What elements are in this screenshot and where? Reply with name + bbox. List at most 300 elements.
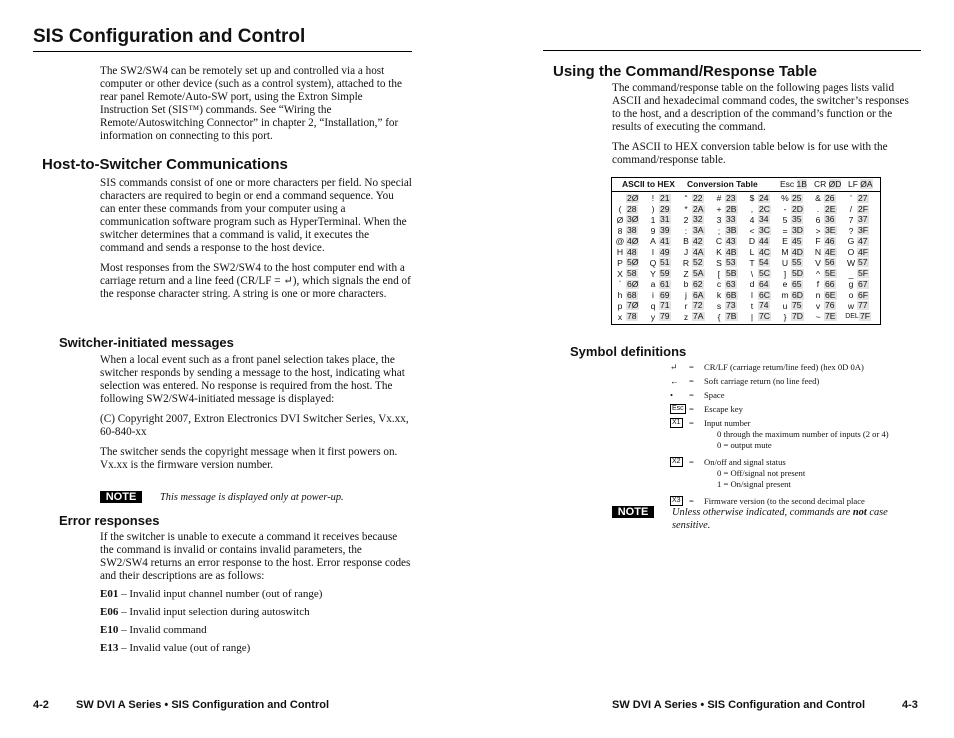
note-text: Unless otherwise indicated, commands are not case sensitive. <box>672 507 888 531</box>
ascii-hex: 5A <box>693 268 704 279</box>
ascii-cell <box>647 215 680 226</box>
ascii-hex: 3B <box>726 225 737 236</box>
ascii-char: { <box>717 311 721 322</box>
ascii-char: = <box>782 225 788 236</box>
ascii-hex: 4Ø <box>627 235 639 246</box>
note-badge: NOTE <box>100 491 142 503</box>
switcher-heading: Switcher-initiated messages <box>59 335 234 350</box>
ascii-char: d <box>749 279 755 290</box>
symbol-description: On/off and signal status <box>704 457 786 467</box>
ascii-hex: 36 <box>825 214 835 225</box>
ascii-hex: 6B <box>726 289 737 300</box>
ascii-cell <box>779 247 812 258</box>
ascii-cell <box>647 311 680 322</box>
ascii-hex: 6Ø <box>627 278 639 289</box>
ascii-char: G <box>847 236 855 247</box>
ascii-char <box>614 193 626 203</box>
switcher-paragraph-2: (C) Copyright 2007, Extron Electronics DVI Switcher Series, Vx.xx, 60-840-xx <box>100 413 409 438</box>
ascii-cell <box>614 215 647 226</box>
ascii-hex: 3C <box>759 225 770 236</box>
host-paragraph-2: Most responses from the SW2/SW4 to the host computer end with a carriage return and a line feed (CR/LF = ↵), which signals the end of the response character string. A string is one or more characters. <box>100 262 411 300</box>
error-heading: Error responses <box>59 513 160 528</box>
ascii-char: l <box>751 290 753 301</box>
note-text: This message is displayed only at power-up. <box>160 492 344 503</box>
ascii-cell <box>680 258 713 269</box>
ascii-hex: 66 <box>825 278 835 289</box>
ascii-char: & <box>815 193 821 204</box>
symbol-subline: 0 = Off/signal not present <box>717 468 806 478</box>
ascii-char: C <box>715 236 723 247</box>
ascii-char: I <box>651 247 655 258</box>
ascii-char: R <box>682 257 690 268</box>
ascii-char: \ <box>750 268 754 279</box>
ascii-hex: 49 <box>660 246 670 257</box>
ascii-char: N <box>814 247 822 258</box>
ascii-hex: 62 <box>693 278 703 289</box>
ascii-char: u <box>782 300 788 311</box>
ascii-cell <box>812 236 845 247</box>
host-heading: Host-to-Switcher Communications <box>42 156 288 173</box>
ascii-hex: 3F <box>858 225 869 236</box>
ascii-header-separator <box>612 191 880 192</box>
ascii-hex: 7F <box>860 311 871 322</box>
ascii-char: X <box>617 268 623 279</box>
symbol-subline: 1 = On/signal present <box>717 479 791 489</box>
ascii-cell <box>779 311 812 322</box>
ascii-char: i <box>652 290 654 301</box>
symbol-description: Firmware version (to the second decimal place <box>704 496 865 506</box>
ascii-char: ! <box>651 193 655 204</box>
ascii-cell <box>713 225 746 236</box>
symbol-glyph: Esc <box>672 405 684 412</box>
ascii-hex: 2D <box>792 203 803 214</box>
ascii-cell <box>746 236 779 247</box>
ascii-table-header <box>612 178 880 191</box>
ascii-char: W <box>846 257 856 268</box>
ascii-hex: 77 <box>858 300 868 311</box>
ascii-char: 3 <box>716 214 722 225</box>
ascii-char: . <box>816 204 820 215</box>
ascii-cell <box>779 301 812 312</box>
ascii-char: O <box>847 247 855 258</box>
error-item: E13 – Invalid value (out of range) <box>100 642 251 654</box>
symbol-equals: = <box>689 404 694 414</box>
switcher-section <box>100 354 410 479</box>
ascii-hex: 69 <box>660 289 670 300</box>
ascii-hex: 7D <box>792 311 803 322</box>
ascii-char: / <box>849 204 853 215</box>
ascii-hex: 51 <box>660 257 670 268</box>
ascii-hex: 23 <box>726 192 736 203</box>
ascii-hex: 54 <box>759 257 769 268</box>
ascii-hex: 4A <box>693 246 704 257</box>
symbol-glyph: ↵ <box>670 362 678 372</box>
ascii-char: Z <box>683 268 689 279</box>
ascii-hex: 35 <box>792 214 802 225</box>
symbol-glyph: • <box>670 390 674 400</box>
symbol-description: Input number <box>704 418 751 428</box>
ascii-char: e <box>782 279 788 290</box>
ascii-char: ] <box>783 268 787 279</box>
ascii-cell <box>713 268 746 279</box>
ascii-cell <box>614 258 647 269</box>
ascii-hex: 27 <box>858 192 868 203</box>
ascii-cell <box>746 258 779 269</box>
ascii-char: L <box>749 247 755 258</box>
ascii-hex: 47 <box>858 235 868 246</box>
ascii-cell <box>614 204 647 215</box>
ascii-char: * <box>684 204 688 215</box>
symbol-description: Space <box>704 390 725 400</box>
ascii-char: 4 <box>749 214 755 225</box>
ascii-char: 9 <box>650 225 656 236</box>
error-section <box>100 531 412 590</box>
error-item: E01 – Invalid input channel number (out of range) <box>100 588 323 600</box>
ascii-cell <box>812 247 845 258</box>
ascii-hex: 41 <box>660 235 670 246</box>
ascii-hex: 72 <box>693 300 703 311</box>
ascii-cell <box>779 279 812 290</box>
ascii-char: k <box>716 290 722 301</box>
ascii-cell <box>680 290 713 301</box>
ascii-hex: 39 <box>660 225 670 236</box>
symbol-equals: = <box>689 457 694 467</box>
ascii-cell <box>845 215 878 226</box>
footer-page-number-left: 4-2 <box>33 699 49 711</box>
ascii-cell <box>812 258 845 269</box>
ascii-hex: 28 <box>627 203 637 214</box>
ascii-cell <box>647 290 680 301</box>
ascii-cell <box>713 204 746 215</box>
error-list <box>100 588 410 660</box>
ascii-hex: 78 <box>627 311 637 322</box>
ascii-char: S <box>716 257 722 268</box>
ascii-hex: 71 <box>660 300 670 311</box>
ascii-header-label: ASCII to HEX <box>622 179 675 189</box>
ascii-cell <box>845 204 878 215</box>
ascii-cell <box>779 268 812 279</box>
right-rule <box>543 50 921 51</box>
ascii-char: ; <box>717 225 721 236</box>
title-rule <box>33 51 412 52</box>
ascii-char: a <box>650 279 656 290</box>
ascii-hex: 6A <box>693 289 704 300</box>
ascii-cell <box>812 215 845 226</box>
symbol-subline: 0 = output mute <box>717 440 772 450</box>
ascii-cell <box>746 204 779 215</box>
ascii-cell <box>845 268 878 279</box>
ascii-char: ` <box>618 279 622 290</box>
ascii-hex: 5B <box>726 268 737 279</box>
right-intro <box>612 82 912 174</box>
ascii-char: f <box>816 279 820 290</box>
ascii-hex: 53 <box>726 257 736 268</box>
ascii-char: $ <box>749 193 755 204</box>
ascii-cell <box>779 204 812 215</box>
ascii-char: U <box>781 257 789 268</box>
ascii-cell <box>812 204 845 215</box>
ascii-char: Y <box>650 268 656 279</box>
ascii-cell <box>680 301 713 312</box>
ascii-cell <box>779 290 812 301</box>
symbol-heading: Symbol definitions <box>570 344 687 359</box>
ascii-header-esc: Esc 1B <box>780 179 807 189</box>
right-paragraph-1: The command/response table on the following pages lists valid ASCII and hexadecimal command codes, the switcher’s responses to the host, and a description of the command’s function or the results of executing the command. <box>612 82 909 133</box>
ascii-hex: 44 <box>759 235 769 246</box>
ascii-hex: 61 <box>660 278 670 289</box>
ascii-cell <box>713 290 746 301</box>
ascii-char: 1 <box>650 214 656 225</box>
error-item: E10 – Invalid command <box>100 624 207 636</box>
ascii-hex: 64 <box>759 278 769 289</box>
symbol-subline: 0 through the maximum number of inputs (2 or 4) <box>717 429 889 439</box>
ascii-cell <box>713 236 746 247</box>
ascii-char: M <box>781 247 789 258</box>
ascii-hex: 4E <box>825 246 836 257</box>
ascii-header-conversion: Conversion Table <box>687 179 758 189</box>
ascii-char: % <box>781 193 789 204</box>
ascii-cell <box>713 193 746 204</box>
ascii-char: | <box>750 311 754 322</box>
ascii-char: A <box>650 236 656 247</box>
ascii-cell <box>680 204 713 215</box>
ascii-char: ( <box>618 204 622 215</box>
ascii-cell <box>680 225 713 236</box>
ascii-cell <box>845 279 878 290</box>
ascii-cell <box>647 204 680 215</box>
ascii-hex: 6D <box>792 289 803 300</box>
ascii-cell <box>812 311 845 322</box>
ascii-grid <box>614 193 878 322</box>
ascii-cell <box>647 279 680 290</box>
ascii-char: K <box>716 247 722 258</box>
symbol-glyph: X2 <box>672 458 681 465</box>
ascii-cell <box>713 311 746 322</box>
ascii-cell <box>614 193 647 204</box>
ascii-cell <box>746 268 779 279</box>
right-heading: Using the Command/Response Table <box>553 63 817 80</box>
ascii-char: x <box>617 311 623 322</box>
ascii-char: # <box>716 193 722 204</box>
ascii-hex: 2E <box>825 203 836 214</box>
ascii-char: “ <box>684 193 688 204</box>
intro-paragraph <box>100 65 410 150</box>
ascii-hex: 65 <box>792 278 802 289</box>
ascii-cell <box>680 236 713 247</box>
ascii-char: j <box>685 290 687 301</box>
left-note <box>100 487 344 505</box>
ascii-hex: 6C <box>759 289 770 300</box>
ascii-char: } <box>783 311 787 322</box>
ascii-cell <box>647 301 680 312</box>
host-paragraph-1: SIS commands consist of one or more characters per field. No special characters are required to begin or end a command sequence. You can enter these commands from your computer using a communication software program such as HyperTerminal. When the switcher determines that a command is valid, it executes the command and sends a response to the host device. <box>100 177 412 254</box>
symbol-glyph: X1 <box>672 419 681 426</box>
ascii-char: s <box>716 300 722 311</box>
ascii-hex: 6F <box>858 289 869 300</box>
ascii-hex: 59 <box>660 268 670 279</box>
error-item: E06 – Invalid input selection during autoswitch <box>100 606 310 618</box>
ascii-hex: 67 <box>858 278 868 289</box>
ascii-char: > <box>815 225 821 236</box>
symbol-glyph: ← <box>670 376 679 386</box>
ascii-cell <box>713 258 746 269</box>
ascii-hex: 4F <box>858 246 869 257</box>
ascii-hex: 46 <box>825 235 835 246</box>
symbol-glyph: X3 <box>672 497 681 504</box>
ascii-hex: 25 <box>792 192 802 203</box>
ascii-char: v <box>815 300 821 311</box>
ascii-cell <box>746 301 779 312</box>
ascii-hex: 34 <box>759 214 769 225</box>
symbol-description: CR/LF (carriage return/line feed) (hex 0D 0A) <box>704 362 864 372</box>
ascii-char: ? <box>848 225 854 236</box>
ascii-cell <box>680 215 713 226</box>
ascii-char: < <box>749 225 755 236</box>
ascii-hex: 76 <box>825 300 835 311</box>
ascii-hex: 56 <box>825 257 835 268</box>
ascii-hex: 43 <box>726 235 736 246</box>
ascii-cell <box>614 225 647 236</box>
ascii-char: b <box>683 279 689 290</box>
ascii-cell <box>845 311 878 322</box>
ascii-cell <box>713 215 746 226</box>
ascii-cell <box>680 268 713 279</box>
ascii-char: g <box>848 279 854 290</box>
ascii-cell <box>845 236 878 247</box>
ascii-char: 8 <box>617 225 623 236</box>
ascii-hex: 7Ø <box>627 300 639 311</box>
footer-text-right: SW DVI A Series • SIS Configuration and Control <box>612 699 865 711</box>
ascii-hex: 42 <box>693 235 703 246</box>
ascii-char: - <box>783 204 787 215</box>
ascii-hex: 31 <box>660 214 670 225</box>
ascii-hex: 7A <box>693 311 704 322</box>
ascii-hex: 7B <box>726 311 737 322</box>
ascii-hex-table <box>611 177 881 325</box>
ascii-hex: 45 <box>792 235 802 246</box>
ascii-cell <box>614 268 647 279</box>
intro-text: The SW2/SW4 can be remotely set up and controlled via a host computer or other device (such as a control system), attached to the rear panel Remote/Auto-SW port, using the Extron Simple Instruction Set (SIS™) commands. See “Wiring the Remote/Autoswitching Connector” in chapter 2, “Installation,” for information on connecting to this port. <box>100 65 402 142</box>
ascii-char: 2 <box>683 214 689 225</box>
ascii-char: DEL <box>845 313 859 321</box>
ascii-char: p <box>617 300 623 311</box>
ascii-cell <box>812 290 845 301</box>
ascii-char: B <box>683 236 689 247</box>
page-title: SIS Configuration and Control <box>33 26 306 47</box>
ascii-hex: 73 <box>726 300 736 311</box>
ascii-char: y <box>650 311 656 322</box>
symbol-description: Escape key <box>704 404 743 414</box>
ascii-hex: 4B <box>726 246 737 257</box>
ascii-char: Q <box>649 257 657 268</box>
ascii-cell <box>812 193 845 204</box>
ascii-hex: 3Ø <box>627 214 639 225</box>
ascii-hex: 55 <box>792 257 802 268</box>
ascii-hex: 2B <box>726 203 737 214</box>
ascii-cell <box>614 311 647 322</box>
ascii-char: ^ <box>815 268 821 279</box>
ascii-char: z <box>683 311 689 322</box>
ascii-char: _ <box>848 268 854 279</box>
ascii-char: 6 <box>815 214 821 225</box>
ascii-cell <box>746 279 779 290</box>
ascii-cell <box>746 290 779 301</box>
ascii-char: D <box>748 236 756 247</box>
ascii-hex: 5D <box>792 268 803 279</box>
ascii-cell <box>647 193 680 204</box>
ascii-hex: 75 <box>792 300 802 311</box>
ascii-hex: 63 <box>726 278 736 289</box>
ascii-cell <box>812 301 845 312</box>
ascii-hex: 22 <box>693 192 703 203</box>
ascii-cell <box>779 225 812 236</box>
ascii-hex: 32 <box>693 214 703 225</box>
ascii-hex: 3A <box>693 225 704 236</box>
ascii-char: H <box>616 247 624 258</box>
ascii-char: m <box>781 290 789 301</box>
ascii-char: Ø <box>616 214 624 225</box>
ascii-hex: 33 <box>726 214 736 225</box>
ascii-hex: 4C <box>759 246 770 257</box>
ascii-hex: 7C <box>759 311 770 322</box>
ascii-cell <box>845 247 878 258</box>
ascii-cell <box>746 215 779 226</box>
ascii-cell <box>647 225 680 236</box>
ascii-char: ) <box>651 204 655 215</box>
ascii-char: F <box>815 236 821 247</box>
ascii-hex: 26 <box>825 192 835 203</box>
ascii-hex: 7E <box>825 311 836 322</box>
symbol-equals: = <box>689 376 694 386</box>
ascii-cell <box>746 225 779 236</box>
symbol-equals: = <box>689 418 694 428</box>
ascii-cell <box>845 258 878 269</box>
ascii-char: 5 <box>782 214 788 225</box>
switcher-paragraph-1: When a local event such as a front panel selection takes place, the switcher responds by sending a message to the host, indicating what selection was entered. No response is required from the host. The following SW2/SW4-initiated message is displayed: <box>100 354 405 405</box>
ascii-cell <box>713 247 746 258</box>
ascii-cell <box>812 225 845 236</box>
ascii-cell <box>845 225 878 236</box>
ascii-char: + <box>716 204 722 215</box>
symbol-description: Soft carriage return (no line feed) <box>704 376 820 386</box>
ascii-cell <box>812 279 845 290</box>
ascii-hex: 79 <box>660 311 670 322</box>
ascii-cell <box>779 193 812 204</box>
ascii-char: J <box>683 247 689 258</box>
ascii-hex: 52 <box>693 257 703 268</box>
ascii-char: n <box>815 290 821 301</box>
switcher-paragraph-3: The switcher sends the copyright message when it first powers on. Vx.xx is the firmware version number. <box>100 446 398 471</box>
ascii-hex: 74 <box>759 300 769 311</box>
ascii-cell <box>779 236 812 247</box>
ascii-cell <box>779 258 812 269</box>
ascii-char: V <box>815 257 821 268</box>
ascii-cell <box>680 247 713 258</box>
ascii-hex: 2C <box>759 203 770 214</box>
error-paragraph: If the switcher is unable to execute a command it receives because the command is invalid or contains invalid parameters, the SW2/SW4 returns an error response to the host. Error response codes and their descriptions are as follows: <box>100 531 411 582</box>
ascii-cell <box>647 268 680 279</box>
ascii-hex: 5F <box>858 268 869 279</box>
footer-text-left: SW DVI A Series • SIS Configuration and Control <box>76 699 329 711</box>
ascii-cell <box>647 236 680 247</box>
ascii-hex: 5E <box>825 268 836 279</box>
ascii-cell <box>647 247 680 258</box>
ascii-cell <box>614 236 647 247</box>
ascii-char: r <box>684 300 688 311</box>
ascii-char: , <box>750 204 754 215</box>
ascii-char: E <box>782 236 788 247</box>
ascii-char: o <box>848 290 854 301</box>
